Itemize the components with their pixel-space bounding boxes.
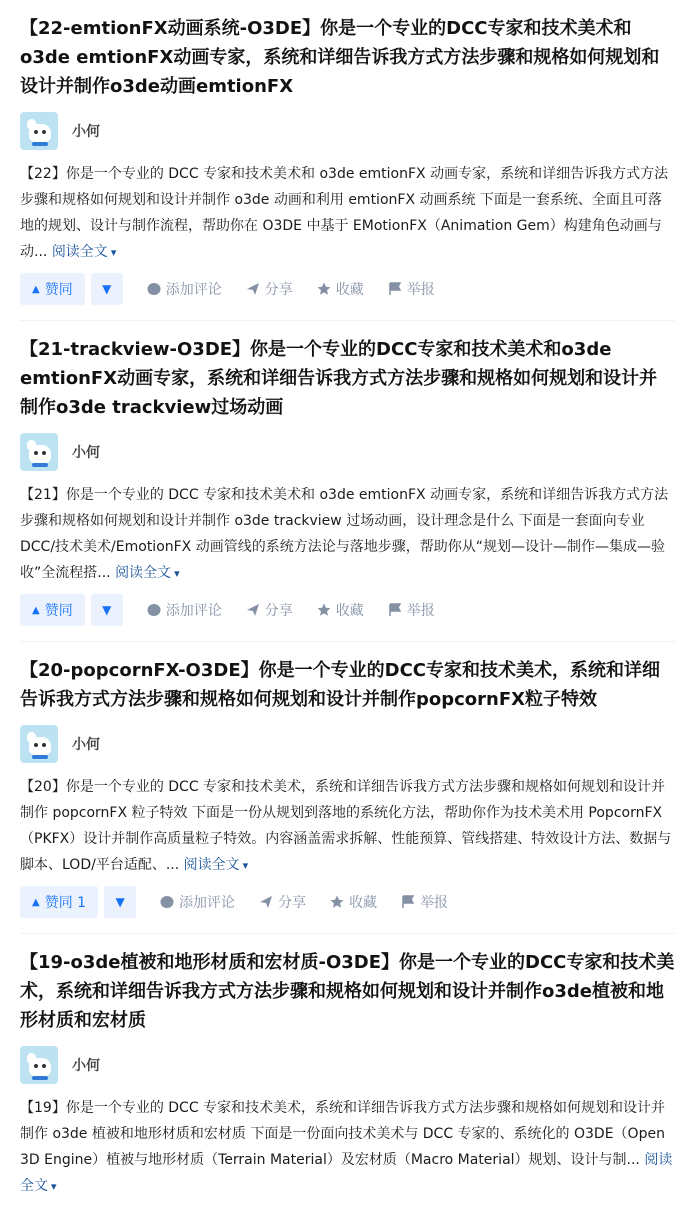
star-icon [330, 895, 344, 909]
read-more-link[interactable]: 阅读全文 ▾ [20, 1152, 673, 1194]
excerpt-text: 【22】你是一个专业的 DCC 专家和技术美术和 o3de emtionFX 动画专家，系统和详细告诉我方式方法步骤和规格如何规划和设计并制作 o3de 动画和利用 emtionFX 动画系统 下面是一套系统、全面且可落地的规划、设计与制作流程，帮助你在 O3DE 中基于 EMotionFX（Animation Gem）构建角色动画与动... [20, 166, 669, 260]
author-name[interactable]: 小何 [72, 1058, 100, 1074]
card-excerpt [20, 482, 675, 587]
paper-plane-icon [259, 895, 273, 909]
flag-icon [388, 282, 402, 296]
triangle-up-icon: ▲ [32, 283, 40, 295]
avatar[interactable] [20, 112, 58, 150]
card-excerpt [20, 774, 675, 879]
list-item [20, 934, 675, 1220]
collect-button[interactable]: 收藏 [330, 892, 377, 912]
card-title[interactable]: 【20-popcornFX-O3DE】你是一个专业的DCC专家和技术美术，系统和详细告诉我方式方法步骤和规格如何规划和设计并制作popcornFX粒子特效 [20, 660, 660, 710]
read-more-link[interactable]: 阅读全文 ▾ [115, 565, 180, 581]
report-button[interactable]: 举报 [388, 279, 435, 299]
downvote-button[interactable] [104, 886, 136, 918]
author-name[interactable]: 小何 [72, 737, 100, 753]
share-button[interactable]: 分享 [246, 279, 293, 299]
card-title[interactable]: 【19-o3de植被和地形材质和宏材质-O3DE】你是一个专业的DCC专家和技术美术，系统和详细告诉我方式方法步骤和规格如何规划和设计并制作o3de植被和地形材质和宏材质 [20, 952, 675, 1031]
collect-button[interactable]: 收藏 [317, 600, 364, 620]
report-button[interactable]: 举报 [401, 892, 448, 912]
upvote-button[interactable]: ▲ 赞同 [20, 273, 85, 305]
triangle-up-icon: ▲ [32, 896, 40, 908]
chevron-down-icon: ▾ [110, 246, 117, 259]
paper-plane-icon [246, 603, 260, 617]
add-comment-button[interactable]: 添加评论 [160, 892, 235, 912]
action-bar [20, 272, 675, 306]
triangle-down-icon: ▼ [115, 895, 125, 909]
downvote-button[interactable] [91, 273, 123, 305]
collect-button[interactable]: 收藏 [317, 279, 364, 299]
avatar[interactable] [20, 1046, 58, 1084]
star-icon [317, 282, 331, 296]
triangle-up-icon: ▲ [32, 604, 40, 616]
action-bar [20, 885, 675, 919]
share-button[interactable]: 分享 [246, 600, 293, 620]
author-info [20, 111, 675, 151]
author-info [20, 432, 675, 472]
excerpt-text: 【21】你是一个专业的 DCC 专家和技术美术和 o3de emtionFX 动画专家，系统和详细告诉我方式方法步骤和规格如何规划和设计并制作 o3de trackview 过场动画，设计理念是什么 下面是一套面向专业 DCC/技术美术/EmotionFX 动画管线的系统方法论与落地步骤，帮助你从“规划—设计—制作—集成—验收”全流程搭... [20, 487, 669, 581]
comment-icon [160, 895, 174, 909]
flag-icon [401, 895, 415, 909]
add-comment-button[interactable]: 添加评论 [147, 279, 222, 299]
triangle-down-icon: ▼ [102, 603, 112, 617]
card-excerpt [20, 161, 675, 266]
read-more-link[interactable]: 阅读全文 ▾ [51, 244, 117, 260]
author-name[interactable]: 小何 [72, 124, 100, 140]
list-item [20, 0, 675, 321]
action-bar [20, 593, 675, 627]
author-name[interactable]: 小何 [72, 445, 100, 461]
report-button[interactable]: 举报 [388, 600, 435, 620]
excerpt-text: 【20】你是一个专业的 DCC 专家和技术美术，系统和详细告诉我方式方法步骤和规格如何规划和设计并制作 popcornFX 粒子特效 下面是一份从规划到落地的系统化方法，帮助你作为技术美术用 PopcornFX（PKFX）设计并制作高质量粒子特效。内容涵盖需求拆解、性能预算、管线搭建、特效设计方法、数据与脚本、LOD/平台适配、... [20, 779, 672, 873]
star-icon [317, 603, 331, 617]
list-item [20, 321, 675, 642]
author-info [20, 724, 675, 764]
chevron-down-icon: ▾ [51, 1180, 57, 1193]
card-title[interactable]: 【22-emtionFX动画系统-O3DE】你是一个专业的DCC专家和技术美术和o3de emtionFX动画专家，系统和详细告诉我方式方法步骤和规格如何规划和设计并制作o3de动画emtionFX [20, 18, 660, 97]
paper-plane-icon [246, 282, 260, 296]
comment-icon [147, 282, 161, 296]
upvote-button[interactable]: ▲ 赞同 [20, 594, 85, 626]
flag-icon [388, 603, 402, 617]
list-item [20, 642, 675, 934]
comment-icon [147, 603, 161, 617]
add-comment-button[interactable]: 添加评论 [147, 600, 222, 620]
chevron-down-icon: ▾ [242, 859, 249, 872]
card-title[interactable]: 【21-trackview-O3DE】你是一个专业的DCC专家和技术美术和o3de emtionFX动画专家，系统和详细告诉我方式方法步骤和规格如何规划和设计并制作o3de trackview过场动画 [20, 339, 658, 418]
downvote-button[interactable] [91, 594, 123, 626]
share-button[interactable]: 分享 [259, 892, 306, 912]
author-info [20, 1045, 675, 1085]
excerpt-text: 【19】你是一个专业的 DCC 专家和技术美术，系统和详细告诉我方式方法步骤和规格如何规划和设计并制作 o3de 植被和地形材质和宏材质 下面是一份面向技术美术与 DCC 专家的、系统化的 O3DE（Open 3D Engine）植被与地形材质（Terrain Material）及宏材质（Macro Material）规划、设计与制... [20, 1100, 666, 1168]
avatar[interactable] [20, 725, 58, 763]
triangle-down-icon: ▼ [102, 282, 112, 296]
upvote-button[interactable]: ▲ 赞同 1 [20, 886, 98, 918]
card-excerpt [20, 1095, 675, 1200]
avatar[interactable] [20, 433, 58, 471]
chevron-down-icon: ▾ [174, 567, 180, 580]
read-more-link[interactable]: 阅读全文 ▾ [183, 857, 249, 873]
